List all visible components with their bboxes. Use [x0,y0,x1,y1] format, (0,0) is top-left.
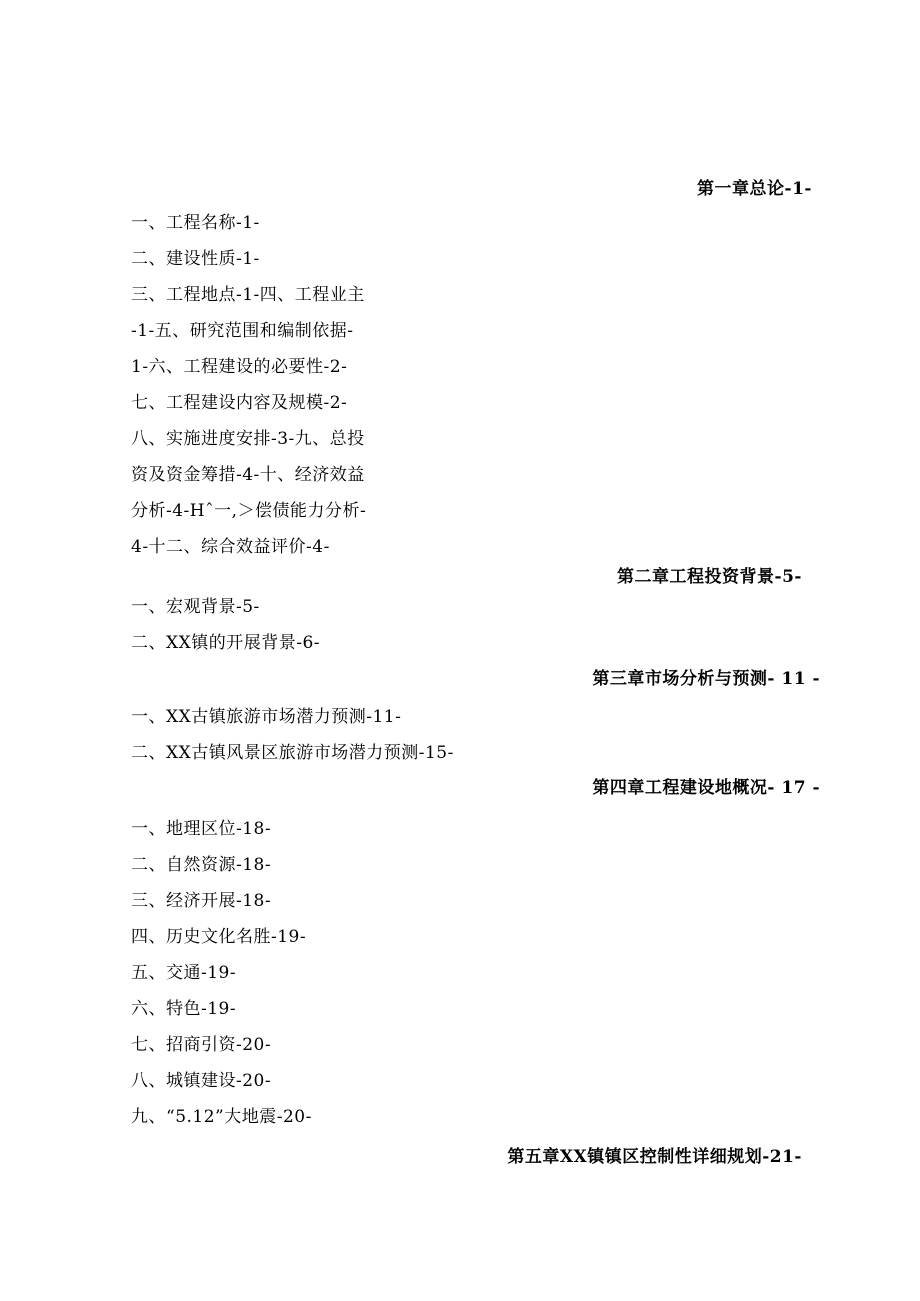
toc-entry[interactable]: 八、城镇建设-20- [131,1071,272,1091]
toc-entry[interactable]: 七、招商引资-20- [131,1035,272,1055]
toc-entry[interactable]: 分析-4-Hˆ一,＞偿债能力分析- [131,501,367,521]
toc-entry[interactable]: 4-十二、综合效益评价-4- [131,537,330,557]
chapter-5-heading[interactable]: 第五章XX镇镇区控制性详细规划-21- [507,1147,802,1167]
toc-entry[interactable]: 九、“5.12”大地震-20- [131,1107,312,1127]
toc-entry[interactable]: 三、工程地点-1-四、工程业主 [131,285,365,305]
toc-entry[interactable]: 二、自然资源-18- [131,855,272,875]
toc-entry[interactable]: 七、工程建设内容及规模-2- [131,393,348,413]
chapter-4-heading[interactable]: 第四章工程建设地概况- 17 - [592,778,820,798]
chapter-2-heading[interactable]: 第二章工程投资背景-5- [617,567,802,587]
toc-entry[interactable]: 四、历史文化名胜-19- [131,927,307,947]
toc-entry[interactable]: 二、XX古镇风景区旅游市场潜力预测-15- [131,743,454,763]
toc-entry[interactable]: 一、XX古镇旅游市场潜力预测-11- [131,707,402,727]
toc-entry[interactable]: 一、地理区位-18- [131,819,272,839]
toc-entry[interactable]: 二、XX镇的开展背景-6- [131,633,321,653]
toc-entry[interactable]: 三、经济开展-18- [131,891,272,911]
toc-entry[interactable]: 八、实施进度安排-3-九、总投 [131,429,365,449]
toc-entry[interactable]: 一、宏观背景-5- [131,597,260,617]
toc-entry[interactable]: 六、特色-19- [131,999,237,1019]
chapter-1-heading[interactable]: 第一章总论-1- [697,179,812,199]
toc-entry[interactable]: 1-六、工程建设的必要性-2- [131,357,348,377]
toc-entry[interactable]: 资及资金筹措-4-十、经济效益 [131,465,365,485]
chapter-3-heading[interactable]: 第三章市场分析与预测- 11 - [592,669,820,689]
toc-entry[interactable]: 五、交通-19- [131,963,237,983]
toc-entry[interactable]: 一、工程名称-1- [131,213,260,233]
toc-entry[interactable]: -1-五、研究范围和编制依据- [131,321,354,341]
toc-entry[interactable]: 二、建设性质-1- [131,249,260,269]
